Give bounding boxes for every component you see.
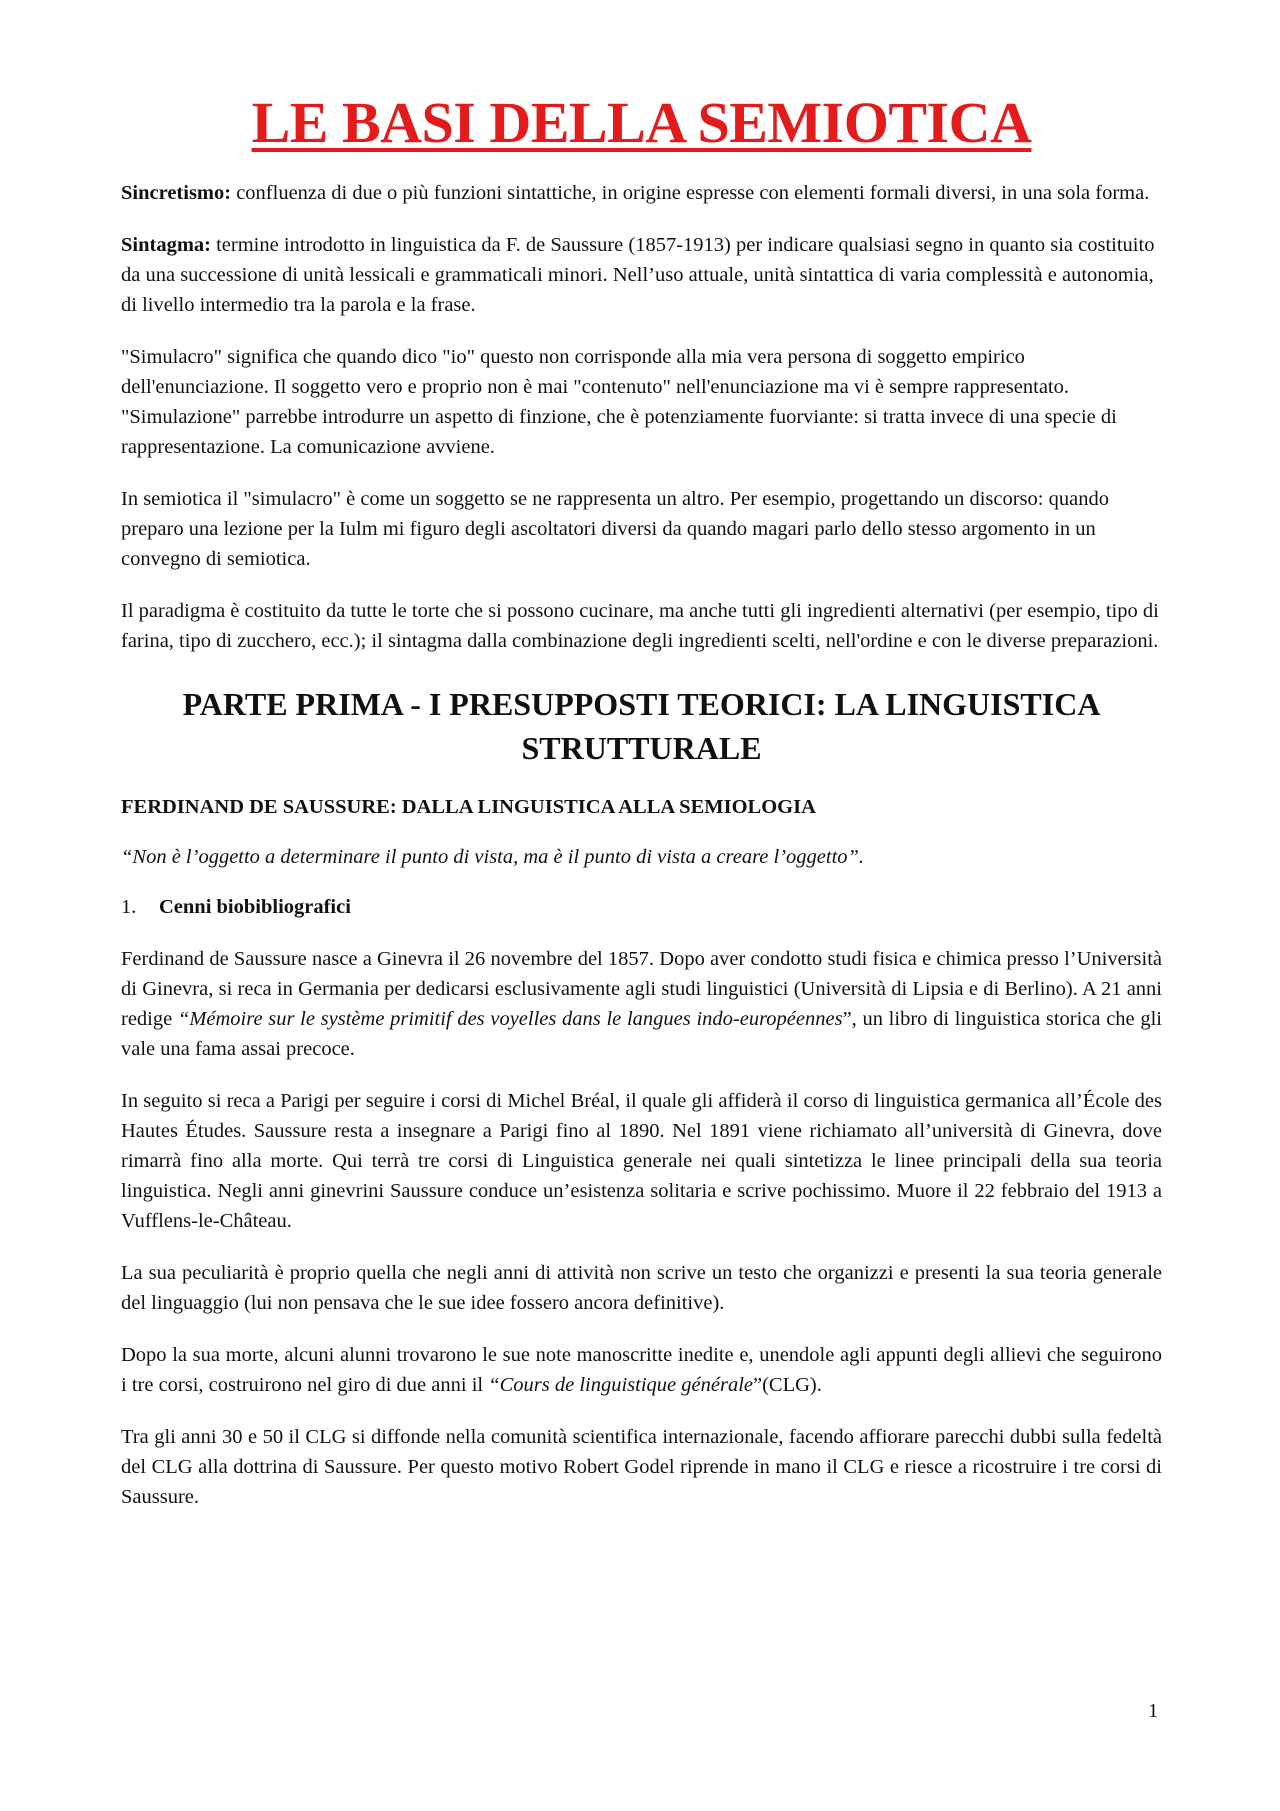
subsection-heading <box>121 892 1162 922</box>
term-sintagma: Sintagma: <box>121 234 211 256</box>
page-number: 1 <box>1148 1700 1159 1722</box>
saussure-quote: “Non è l’oggetto a determinare il punto di vista, ma è il punto di vista a creare l’oggetto”. <box>121 846 865 868</box>
subsection-title: Cenni biobibliografici <box>159 896 351 918</box>
definition-sintagma: termine introdotto in linguistica da F. de Saussure (1857-1913) per indicare qualsiasi segno in quanto sia costituito da una successione di unità lessicali e grammaticali minori. Nell’uso attuale, unità sintattica di varia complessità e autonomia, di livello intermedio tra la parola e la frase. <box>121 234 1155 316</box>
bio-paragraph-4 <box>121 1340 1162 1400</box>
bio-paragraph-5: Tra gli anni 30 e 50 il CLG si diffonde nella comunità scientifica internazionale, facendo affiorare parecchi dubbi sulla fedeltà del CLG alla dottrina di Saussure. Per questo motivo Robert Godel riprende in mano il CLG e riesce a ricostruire i tre corsi di Saussure. <box>121 1426 1162 1508</box>
bio-text: Dopo la sua morte, alcuni alunni trovarono le sue note manoscritte inedite e, unendole agli appunti degli allievi che seguirono i tre corsi, costruirono nel giro di due anni il <box>121 1344 1162 1396</box>
term-sincretismo: Sincretismo: <box>121 182 232 204</box>
paragraph-sintagma <box>121 230 1162 320</box>
cours-title: “Cours de linguistique générale <box>488 1374 753 1396</box>
paragraph-sincretismo <box>121 178 1162 208</box>
page-content <box>121 88 1162 1512</box>
paragraph-simulacro-semiotica: In semiotica il "simulacro" è come un soggetto se ne rappresenta un altro. Per esempio, progettando un discorso: quando preparo una lezione per la Iulm mi figuro degli ascoltatori diversi da quando magari parlo dello stesso argomento in un convegno di semiotica. <box>121 488 1109 570</box>
bio-paragraph-1 <box>121 944 1162 1064</box>
bio-paragraph-2: In seguito si reca a Parigi per seguire i corsi di Michel Bréal, il quale gli affiderà il corso di linguistica germanica all’École des Hautes Études. Saussure resta a insegnare a Parigi fino al 1890. Nel 1891 viene richiamato all’università di Ginevra, dove rimarrà fino alla morte. Qui terrà tre corsi di Linguistica generale nei quali sintetizza le linee principali della sua teoria linguistica. Negli anni ginevrini Saussure conduce un’esistenza solitaria e scrive pochissimo. Muore il 22 febbraio del 1913 a Vufflens-le-Château. <box>121 1090 1162 1232</box>
part-heading: PARTE PRIMA - I PRESUPPOSTI TEORICI: LA LINGUISTICA STRUTTURALE <box>182 686 1101 766</box>
definition-sincretismo: confluenza di due o più funzioni sintattiche, in origine espresse con elementi formali diversi, in una sola forma. <box>231 182 1150 204</box>
paragraph-simulacro: "Simulacro" significa che quando dico "io" questo non corrisponde alla mia vera persona di soggetto empirico dell'enunciazione. Il soggetto vero e proprio non è mai "contenuto" nell'enunciazione ma vi è sempre rappresentato. "Simulazione" parrebbe introdurre un aspetto di finzione, che è potenziamente fuorviante: si tratta invece di una specie di rappresentazione. La comunicazione avviene. <box>121 346 1117 458</box>
bio-paragraph-3: La sua peculiarità è proprio quella che negli anni di attività non scrive un testo che organizzi e presenti la sua teoria generale del linguaggio (lui non pensava che le sue idee fossero ancora definitive). <box>121 1262 1162 1314</box>
section-heading: FERDINAND DE SAUSSURE: DALLA LINGUISTICA ALLA SEMIOLOGIA <box>121 796 816 818</box>
bio-text: ”, un libro di linguistica storica che gli vale una fama assai precoce. <box>121 1008 1162 1060</box>
document-title: LE BASI DELLA SEMIOTICA <box>251 90 1032 155</box>
memoire-title: “Mémoire sur le système primitif des voyelles dans le langues indo-européennes <box>177 1008 843 1030</box>
bio-text: Ferdinand de Saussure nasce a Ginevra il 26 novembre del 1857. Dopo aver condotto studi fisica e chimica presso l’Università di Ginevra, si reca in Germania per dedicarsi esclusivamente agli studi linguistici (Università di Lipsia e di Berlino). A 21 anni redige <box>121 948 1162 1030</box>
subsection-number: 1. <box>121 896 137 918</box>
paragraph-paradigma: Il paradigma è costituito da tutte le torte che si possono cucinare, ma anche tutti gli ingredienti alternativi (per esempio, tipo di farina, tipo di zucchero, ecc.); il sintagma dalla combinazione degli ingredienti scelti, nell'ordine e con le diverse preparazioni. <box>121 600 1159 652</box>
bio-text: ”(CLG). <box>753 1374 822 1396</box>
